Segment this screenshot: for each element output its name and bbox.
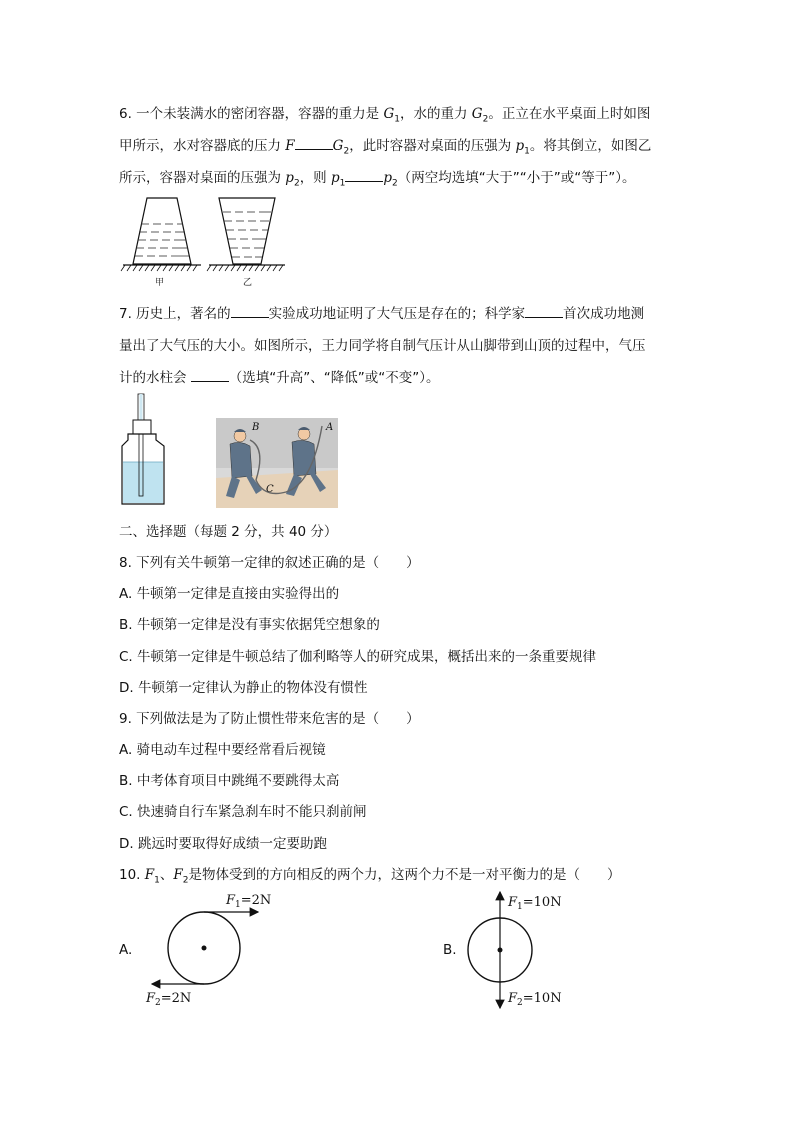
q7-line-1: 7. 历史上，著名的 实验成功地证明了大气压是存在的；科学家 首次成功地测 [119, 306, 645, 322]
q9-option-c[interactable]: C. 快速骑自行车紧急刹车时不能只刹前闸 [119, 804, 367, 820]
q9-option-a[interactable]: A. 骑电动车过程中要经常看后视镜 [119, 742, 326, 758]
svg-text:F2=10N: $F_2=10N$ [508, 991, 562, 1008]
b-f1-label: =10N [522, 895, 562, 910]
answer-blank[interactable] [345, 169, 383, 182]
a-f1-label: =2N [240, 893, 272, 908]
label-C: C [266, 484, 274, 495]
a-f2-label: =2N [160, 991, 192, 1006]
b-f2-label: =10N [522, 991, 562, 1006]
q8-option-d[interactable]: D. 牛顿第一定律认为静止的物体没有惯性 [119, 680, 368, 696]
workers-illustration [216, 418, 338, 508]
q8-stem: 8. 下列有关牛顿第一定律的叙述正确的是（ ） [119, 555, 420, 571]
svg-text:F2=2N: $F_2=2N$ [146, 991, 192, 1008]
answer-blank[interactable] [191, 369, 229, 382]
q9-option-b[interactable]: B. 中考体育项目中跳绳不要跳得太高 [119, 773, 340, 789]
q10-option-a-diagram [140, 888, 300, 1008]
q9-stem: 9. 下列做法是为了防止惯性带来危害的是（ ） [119, 711, 420, 727]
q7-line-3: 计的水柱会 （选填“升高”、“降低”或“不变”）。 [119, 370, 440, 386]
label-A: A [326, 422, 334, 433]
q10-option-b-label[interactable]: B. [443, 942, 457, 958]
svg-text:F1=2N: $F_1=2N$ [226, 893, 272, 910]
q6-line-3: 所示，容器对桌面的压强为 $p_2$，则 $p_1$ $p_2$（两空均选填“大于”“小于”或“等于”）。 [119, 170, 636, 189]
q8-option-b[interactable]: B. 牛顿第一定律是没有事实依据凭空想象的 [119, 617, 380, 633]
answer-blank[interactable] [295, 137, 333, 150]
q10-option-a-label[interactable]: A. [119, 942, 133, 958]
q7-line-2: 量出了大气压的大小。如图所示，王力同学将自制气压计从山脚带到山顶的过程中，气压 [119, 338, 646, 354]
label-yi: 乙 [243, 278, 253, 288]
label-jia: 甲 [155, 278, 165, 288]
barometer-bottle-figure [118, 392, 170, 508]
container-figure [119, 194, 289, 290]
q8-option-a[interactable]: A. 牛顿第一定律是直接由实验得出的 [119, 586, 340, 602]
label-B: B [252, 422, 260, 433]
svg-text:F1=10N: $F_1=10N$ [508, 895, 562, 912]
section-heading: 二、选择题（每题 2 分，共 40 分） [119, 524, 338, 540]
q9-option-d[interactable]: D. 跳远时要取得好成绩一定要助跑 [119, 836, 327, 852]
q10-option-b-diagram [460, 888, 580, 1012]
q6-line-1: 6. 一个未装满水的密闭容器，容器的重力是 $G_1$，水的重力 $G_2$。正立在水平桌面上时如图 [119, 106, 651, 125]
answer-blank[interactable] [231, 305, 269, 318]
q6-line-2: 甲所示，水对容器底的压力 F $G_2$，此时容器对桌面的压强为 $p_1$。将其倒立，如图乙 [119, 138, 652, 157]
q8-option-c[interactable]: C. 牛顿第一定律是牛顿总结了伽利略等人的研究成果，概括出来的一条重要规律 [119, 649, 597, 665]
q10-stem: 10. $F_1$、$F_2$是物体受到的方向相反的两个力，这两个力不是一对平衡力的是（ ） [119, 867, 621, 886]
answer-blank[interactable] [525, 305, 563, 318]
